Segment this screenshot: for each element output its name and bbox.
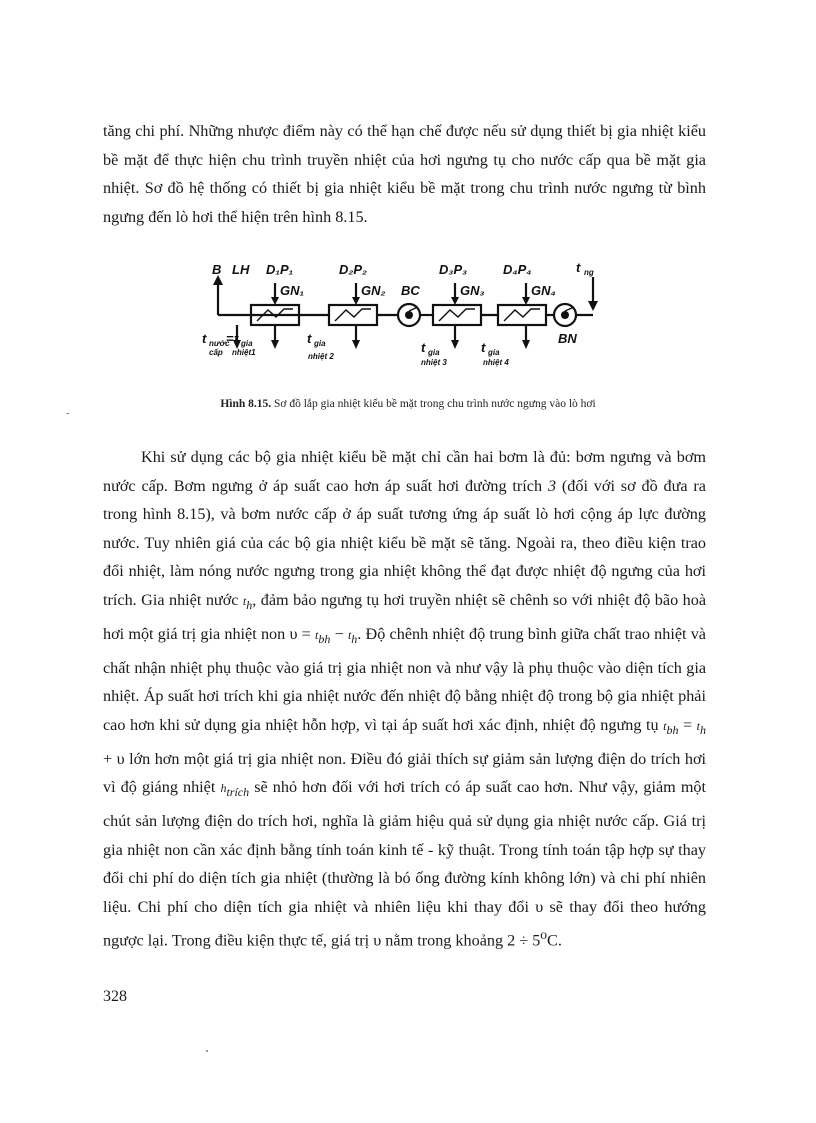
label-gn1: GN₁ bbox=[280, 283, 305, 298]
condenser-arrow-icon bbox=[588, 301, 598, 311]
paragraph-body bbox=[103, 443, 706, 955]
label-d2p2: D₂P₂ bbox=[339, 262, 367, 277]
paragraph-intro: tăng chi phí. Những nhược điểm này có thể hạn chế được nếu sử dụng thiết bị gia nhiệt kiểu bề mặt để thực hiện chu trình truyền nhiệt của hơi ngưng tụ cho nước cấp qua bề mặt gia nhiệt. Sơ đồ hệ thống có thiết bị gia nhiệt kiểu bề mặt trong chu trình nước ngưng từ bình ngưng đến lò hơi thể hiện trên hình 8.15. bbox=[103, 122, 706, 226]
text-run: + υ lớn hơn một giá trị gia nhiệt non. Điều đó giải thích sự giảm sản lượng điện do trích hơi vì độ giáng nhiệt bbox=[103, 749, 706, 797]
label-t-gn2-sub: gia bbox=[314, 339, 326, 348]
label-t-nuoc-cap-sub: nước bbox=[209, 339, 230, 348]
label-gn2: GN₂ bbox=[361, 283, 386, 298]
text-run: , đảm bảo ngưng tụ hơi truyền nhiệt sẽ chênh so với nhiệt độ bão hoà hơi một giá trị gia nhiệt non υ = bbox=[103, 590, 707, 643]
var-sub: h bbox=[700, 723, 706, 738]
label-t-gn4-sub2: nhiệt 4 bbox=[483, 358, 509, 367]
heater-schematic-diagram bbox=[196, 257, 616, 382]
var-sub: h bbox=[246, 598, 253, 613]
label-t-gn2: t bbox=[307, 331, 312, 346]
text-run: sẽ nhỏ hơn đối với hơi trích có áp suất cao hơn. Như vậy, giảm một chút sản lượng điện do trích hơi, nghĩa là giảm hiệu quả sử dụng gia nhiệt nước cấp. Giá trị gia nhiệt non cần xác định bằng tính toán kinh tế - kỹ thuật. Trong tính toán tập hợp sự thay đổi chi phí do diện tích gia nhiệt (thường là bó ống đường kính không lớn) và chi phí nhiên liệu. Chi phí cho diện tích gia nhiệt và nhiên liệu khi thay đổi υ sẽ thay đổi theo hướng ngược lại. Trong điều kiện thực tế, giá trị υ nằm trong khoảng 2 ÷ 5 bbox=[103, 778, 707, 950]
degree-sup: o bbox=[540, 927, 548, 943]
text-run: . Độ chênh nhiệt độ trung bình giữa chất trao nhiệt và chất nhận nhiệt phụ thuộc vào giá trị gia nhiệt non và như vậy là phụ thuộc vào diện tích gia nhiệt. Áp suất hơi trích khi gia nhiệt nước đến nhiệt độ bằng nhiệt độ trong bộ gia nhiệt phải cao hơn khi sử dụng gia nhiệt hỗn hợp, vì tại áp suất hơi xác định, nhiệt độ ngưng tụ bbox=[103, 624, 706, 734]
var-t: t bbox=[663, 718, 667, 733]
label-t-ng: t bbox=[576, 260, 581, 275]
scan-dot bbox=[206, 1050, 208, 1052]
var-h: h bbox=[220, 781, 227, 796]
label-t-ng-sub: ng bbox=[584, 268, 594, 277]
caption-number: Hình 8.15. bbox=[220, 398, 272, 410]
text-run: − bbox=[330, 624, 348, 643]
label-t-nuoc-cap-sub2: cấp bbox=[209, 348, 223, 357]
var-t: t bbox=[347, 627, 352, 642]
text-run: C. bbox=[547, 931, 562, 950]
label-t-gn4-sub: gia bbox=[488, 348, 500, 357]
label-bn: BN bbox=[558, 331, 577, 346]
label-lh: LH bbox=[232, 262, 250, 277]
label-d4p4: D₄P₄ bbox=[503, 262, 532, 277]
label-b: B bbox=[212, 262, 222, 277]
label-t-gn2-sub2: nhiệt 2 bbox=[308, 352, 334, 361]
label-t-gn1-sub: gia bbox=[241, 339, 253, 348]
label-d1p1: D₁P₁ bbox=[266, 262, 294, 277]
figure-caption bbox=[0, 398, 816, 410]
label-t-gn3-sub: gia bbox=[428, 348, 440, 357]
label-bc: BC bbox=[401, 283, 420, 298]
condensate-pump-bn bbox=[554, 304, 576, 326]
label-gn4: GN₄ bbox=[531, 283, 556, 298]
feed-pump-bc bbox=[398, 304, 420, 326]
label-d3p3: D₃P₃ bbox=[439, 262, 468, 277]
text-italic: 3 bbox=[547, 476, 557, 495]
caption-text: Sơ đồ lắp gia nhiệt kiểu bề mặt trong chu trình nước ngưng vào lò hơi bbox=[274, 398, 596, 410]
label-eq: = bbox=[226, 331, 234, 346]
text-run: (đối với sơ đồ đưa ra trong hình 8.15), và bơm nước cấp ở áp suất tương ứng áp suất lò hơi cộng áp lực đường nước. Tuy nhiên giá của các bộ gia nhiệt kiểu bề mặt sẽ tăng. Ngoài ra, theo điều kiện trao đổi nhiệt, làm nóng nước ngưng trong gia nhiệt không thể đạt được nhiệt độ ngưng của hơi trích. Gia nhiệt nước bbox=[103, 476, 706, 609]
margin-mark: - bbox=[66, 408, 70, 419]
label-t-gn3: t bbox=[421, 340, 426, 355]
var-t: t bbox=[696, 718, 700, 733]
var-sub: bh bbox=[666, 723, 679, 738]
text-run: Khi sử dụng các bộ gia nhiệt kiểu bề mặt chỉ cần hai bơm là đủ: bơm ngưng và bơm nước cấp. Bơm ngưng ở áp suất cao hơn áp suất hơi đường trích bbox=[103, 448, 706, 495]
label-t-gn1: t bbox=[234, 331, 239, 346]
label-t-gn3-sub2: nhiệt 3 bbox=[421, 358, 447, 367]
label-t-nuoc-cap: t bbox=[202, 331, 207, 346]
page-number: 328 bbox=[103, 988, 127, 1005]
label-gn3: GN₃ bbox=[460, 283, 485, 298]
var-sub: trích bbox=[226, 785, 250, 800]
label-t-gn4: t bbox=[481, 340, 486, 355]
text-run: = bbox=[678, 715, 697, 734]
var-t: t bbox=[315, 627, 319, 642]
label-t-gn1-sub2: nhiệt1 bbox=[232, 348, 256, 357]
var-t: t bbox=[242, 593, 247, 608]
var-sub: bh bbox=[318, 632, 331, 647]
var-sub: h bbox=[351, 632, 358, 647]
